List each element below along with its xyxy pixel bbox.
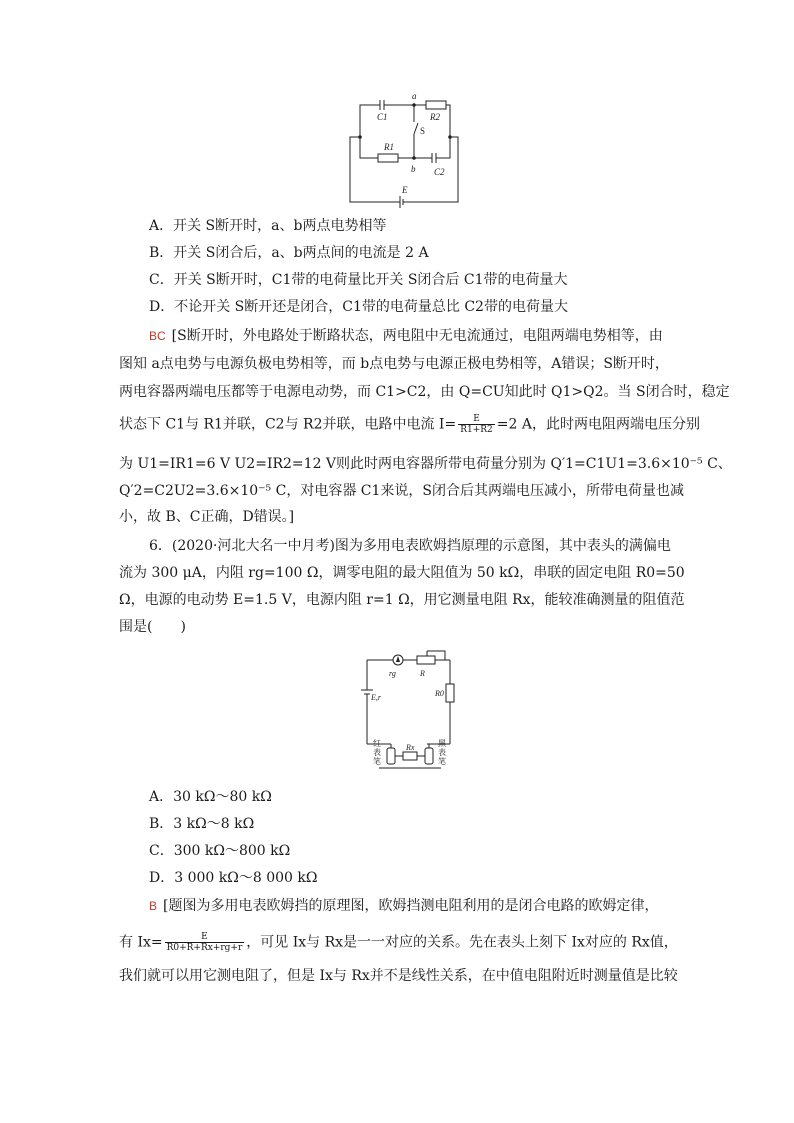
q6-stem-line-2: 流为 300 μA，内阻 rg=100 Ω，调零电阻的最大阻值为 50 kΩ，串联的固定电阻 R0=50: [119, 565, 685, 581]
q5-explanation-line-1: BC [S断开时，外电路处于断路状态，两电阻中无电流通过，电阻两端电势相等，由: [149, 328, 663, 344]
label-e: E: [402, 185, 408, 195]
label-r1: R1: [384, 142, 394, 152]
q6-stem-line-1: 6．(2020·河北大名一中月考)图为多用电表欧姆挡原理的示意图，其中表头的满偏电: [149, 538, 671, 554]
label-rg: rg: [389, 669, 396, 678]
label-s: S: [420, 126, 426, 136]
q6-option-d: D．3 000 kΩ～8 000 kΩ: [149, 870, 318, 886]
red-probe-char-1: 红: [373, 739, 381, 748]
q5-explanation-line-5: 为 U1=IR1=6 V U2=IR2=12 V则此时两电容器所带电荷量分别为 Q′1=C1U1=3.6×10⁻⁵ C、: [119, 456, 732, 472]
q5-option-c: C．开关 S断开时，C1带的电荷量比开关 S闭合后 C1带的电荷量大: [149, 272, 568, 288]
q5-explanation-line-3: 两电容器两端电压都等于电源电动势，而 C1>C2，由 Q=CU知此时 Q1>Q2。当 S闭合时，稳定: [119, 384, 730, 400]
q6-option-b: B．3 kΩ～8 kΩ: [149, 816, 255, 832]
red-probe-char-2: 表: [373, 748, 381, 757]
q5-explanation-line-2: 图知 a点电势与电源负极电势相等，而 b点电势与电源正极电势相等，A错误；S断开时，: [119, 356, 669, 372]
label-rx: Rx: [406, 743, 415, 752]
q6-ohm-fraction: $\frac{E}{R0+R+Rx+rg+r}$: [166, 932, 243, 953]
label-er: E,r: [371, 693, 381, 702]
q5-explanation-line-7: 小，故 B、C正确，D错误。]: [119, 509, 295, 525]
label-r2: R2: [430, 112, 440, 122]
q6-stem-line-4: 围是( ): [119, 619, 186, 635]
ohmmeter-diagram: [355, 648, 465, 774]
q5-option-b: B．开关 S闭合后，a、b两点间的电流是 2 A: [149, 245, 429, 261]
black-probe-char-3: 笔: [438, 757, 446, 766]
q6-explanation-line-1: B [题图为多用电表欧姆挡的原理图，欧姆挡测电阻利用的是闭合电路的欧姆定律，: [149, 898, 659, 914]
q6-answer-label: B: [149, 899, 158, 913]
label-r: R: [420, 669, 425, 678]
q5-explanation-line-4: 状态下 C1与 R1并联，C2与 R2并联，电路中电流 I= $\frac{E}{R1+R2}$ =2 A，此时两电阻两端电压分别: [119, 414, 700, 435]
q5-answer-label: BC: [149, 329, 166, 343]
q5-explanation-line-6: Q′2=C2U2=3.6×10⁻⁵ C，对电容器 C1来说，S闭合后其两端电压减小，所带电荷量也减: [119, 483, 684, 499]
label-c2: C2: [434, 167, 445, 177]
red-probe-char-3: 笔: [373, 757, 381, 766]
label-r0: R0: [435, 689, 444, 698]
q5-option-d: D．不论开关 S断开还是闭合，C1带的电荷量总比 C2带的电荷量大: [149, 299, 568, 315]
label-a: a: [412, 91, 417, 101]
circuit-diagram-1: [340, 90, 470, 208]
label-b: b: [411, 164, 416, 174]
q5-current-fraction: $\frac{E}{R1+R2}$: [460, 414, 493, 435]
black-probe-char-2: 表: [438, 748, 446, 757]
q6-stem-line-3: Ω，电源的电动势 E=1.5 V，电源内阻 r=1 Ω，用它测量电阻 Rx，能较准确测量的阻值范: [119, 592, 685, 608]
black-probe-char-1: 黑: [438, 739, 446, 748]
q5-option-a: A．开关 S断开时，a、b两点电势相等: [149, 218, 387, 234]
q6-explanation-line-2: 有 Ix= $\frac{E}{R0+R+Rx+rg+r}$ ，可见 Ix与 Rx是一一对应的关系。先在表头上刻下 Ix对应的 Rx值，: [119, 932, 678, 953]
q6-option-a: A．30 kΩ～80 kΩ: [149, 789, 272, 805]
q6-explanation-line-3: 我们就可以用它测电阻了，但是 Ix与 Rx并不是线性关系，在中值电阻附近时测量值是比较: [119, 968, 678, 984]
q6-option-c: C．300 kΩ～800 kΩ: [149, 843, 291, 859]
label-c1: C1: [377, 112, 388, 122]
